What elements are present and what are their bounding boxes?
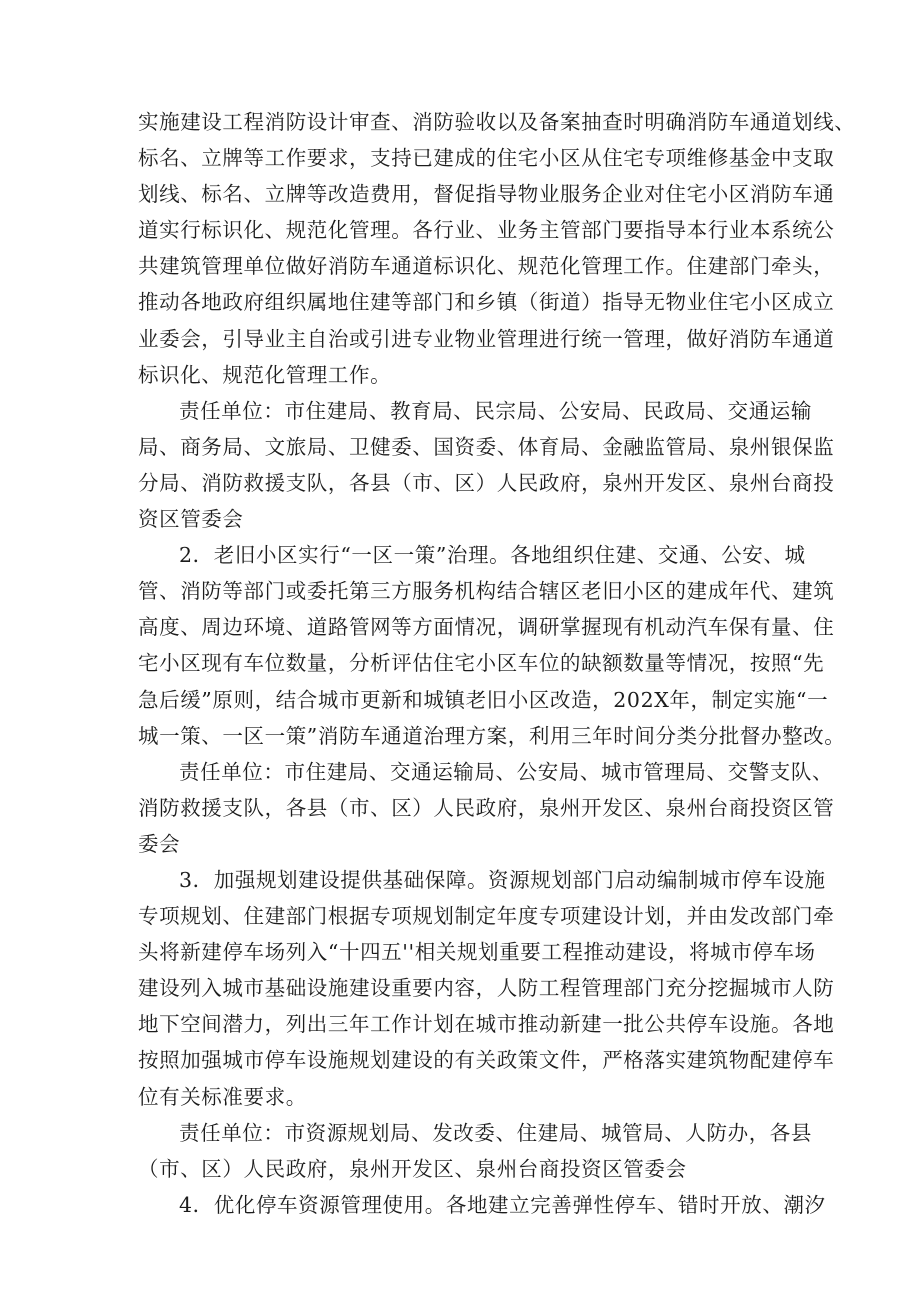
text-line: 建设列入城市基础设施建设重要内容，人防工程管理部门充分挖掘城市人防 [138, 976, 835, 1001]
text-line: 业委会，引导业主自治或引进专业物业管理进行统一管理，做好消防车通道 [138, 326, 835, 351]
text-line: 高度、周边环境、道路管网等方面情况，调研掌握现有机动汽车保有量、住 [138, 615, 835, 640]
text-line: 委会 [138, 831, 181, 856]
section-heading-3: 3．加强规划建设提供基础保障。资源规划部门启动编制城市停车设施 [179, 867, 826, 892]
text-line: 推动各地政府组织属地住建等部门和乡镇（街道）指导无物业住宅小区成立 [138, 290, 835, 315]
text-line: 资区管委会 [138, 507, 244, 532]
section-heading-4: 4．优化停车资源管理使用。各地建立完善弹性停车、错时开放、潮汐 [179, 1192, 826, 1217]
text-line: 头将新建停车场列入“十四五''相关规划重要工程推动建设，将城市停车场 [138, 940, 816, 965]
text-line: 道实行标识化、规范化管理。各行业、业务主管部门要指导本行业本系统公 [138, 218, 835, 243]
text-line: 标名、立牌等工作要求，支持已建成的住宅小区从住宅专项维修基金中支取 [138, 146, 835, 171]
text-line: 分局、消防救援支队，各县（市、区）人民政府，泉州开发区、泉州台商投 [138, 470, 835, 495]
text-line: 宅小区现有车位数量，分析评估住宅小区车位的缺额数量等情况，按照“先 [138, 651, 825, 676]
responsibility-line: 责任单位：市住建局、教育局、民宗局、公安局、民政局、交通运输 [179, 398, 812, 423]
text-line: 标识化、规范化管理工作。 [138, 362, 392, 387]
text-line: 急后缓”原则，结合城市更新和城镇老旧小区改造，202X年，制定实施“一 [138, 687, 829, 712]
text-line: 地下空间潜力，列出三年工作计划在城市推动新建一批公共停车设施。各地 [138, 1012, 835, 1037]
text-line: 共建筑管理单位做好消防车通道标识化、规范化管理工作。住建部门牵头， [138, 254, 835, 279]
text-line: 实施建设工程消防设计审查、消防验收以及备案抽查时明确消防车通道划线、 [138, 110, 856, 134]
section-heading-2: 2．老旧小区实行“一区一策”治理。各地组织住建、交通、公安、城 [179, 543, 806, 568]
text-line: 专项规划、住建部门根据专项规划制定年度专项建设计划，并由发改部门牵 [138, 904, 835, 929]
responsibility-line: 责任单位：市资源规划局、发改委、住建局、城管局、人防办，各县 [179, 1120, 812, 1145]
document-body [138, 104, 856, 1223]
text-line: （市、区）人民政府，泉州开发区、泉州台商投资区管委会 [138, 1156, 687, 1181]
text-line: 位有关标准要求。 [138, 1084, 307, 1109]
text-line: 管、消防等部门或委托第三方服务机构结合辖区老旧小区的建成年代、建筑 [138, 579, 835, 604]
text-line: 城一策、一区一策”消防车通道治理方案，利用三年时间分类分批督办整改。 [138, 723, 846, 748]
text-line: 按照加强城市停车设施规划建设的有关政策文件，严格落实建筑物配建停车 [138, 1048, 835, 1073]
text-line: 局、商务局、文旅局、卫健委、国资委、体育局、金融监管局、泉州银保监 [138, 434, 835, 459]
responsibility-line: 责任单位：市住建局、交通运输局、公安局、城市管理局、交警支队、 [179, 759, 834, 784]
text-line: 划线、标名、立牌等改造费用，督促指导物业服务企业对住宅小区消防车通 [138, 182, 835, 207]
text-line: 消防救援支队，各县（市、区）人民政府，泉州开发区、泉州台商投资区管 [138, 795, 835, 820]
